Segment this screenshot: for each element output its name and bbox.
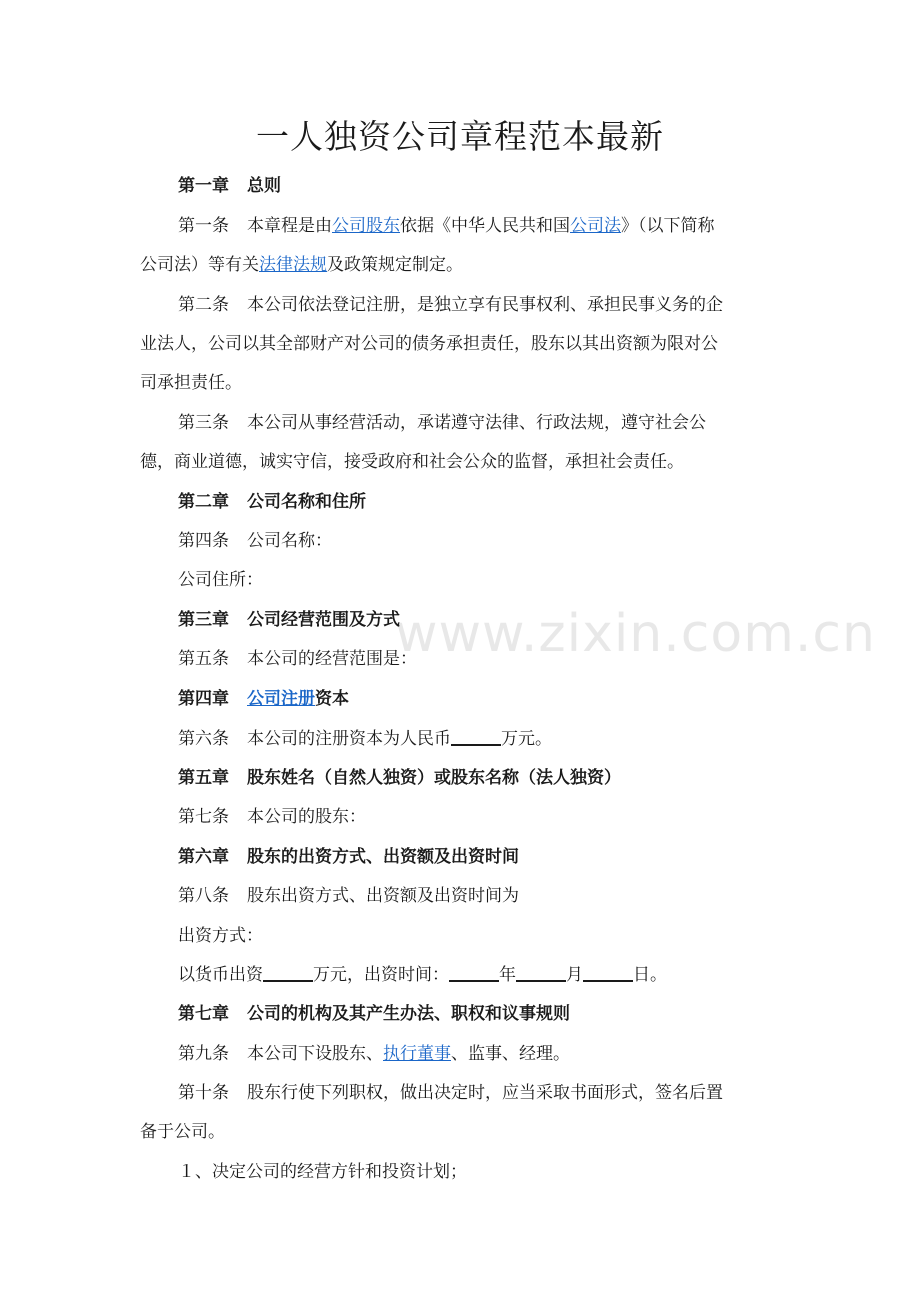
chapter-number: 第七章 bbox=[178, 1004, 229, 1024]
laws-regulations-link[interactable]: 法律法规 bbox=[259, 255, 327, 275]
article-text: 本公司的注册资本为人民币 bbox=[247, 729, 451, 749]
chapter-title: 公司的机构及其产生办法、职权和议事规则 bbox=[247, 1004, 570, 1024]
article-number: 第七条 bbox=[178, 807, 229, 827]
article-text: 本章程是由 bbox=[247, 216, 332, 236]
chapter-2-heading bbox=[178, 483, 780, 522]
article-text: 依据《中华人民共和国 bbox=[400, 216, 570, 236]
article-4 bbox=[178, 522, 780, 561]
chapter-number: 第三章 bbox=[178, 610, 229, 630]
article-text: 本公司的经营范围是： bbox=[247, 649, 417, 669]
chapter-title: 总则 bbox=[247, 176, 281, 196]
executive-director-link[interactable]: 执行董事 bbox=[383, 1044, 451, 1064]
article-text: 月 bbox=[566, 965, 583, 985]
contribution-details bbox=[178, 956, 780, 995]
chapter-number: 第二章 bbox=[178, 492, 229, 512]
article-text: 日。 bbox=[633, 965, 667, 985]
article-number: 第九条 bbox=[178, 1044, 229, 1064]
chapter-title: 公司名称和住所 bbox=[247, 492, 366, 512]
article-number: 第五条 bbox=[178, 649, 229, 669]
article-text: 》（以下简称 bbox=[621, 216, 715, 236]
article-9 bbox=[178, 1035, 780, 1074]
blank-fill-line[interactable] bbox=[263, 960, 313, 982]
article-number: 第八条 bbox=[178, 886, 229, 906]
chapter-1-heading bbox=[178, 167, 780, 206]
article-number: 第四条 bbox=[178, 531, 229, 551]
article-text: 本公司的股东： bbox=[247, 807, 366, 827]
watermark: www.zixin.com.cn bbox=[395, 604, 876, 664]
chapter-6-heading bbox=[178, 838, 780, 877]
article-text: 本公司下设股东、 bbox=[247, 1044, 383, 1064]
blank-fill-line[interactable] bbox=[449, 960, 499, 982]
article-text: 本公司从事经营活动，承诺遵守法律、行政法规，遵守社会公 bbox=[247, 413, 706, 433]
contribution-method: 出资方式： bbox=[178, 926, 263, 946]
article-text: 、监事、经理。 bbox=[451, 1044, 570, 1064]
company-address: 公司住所： bbox=[178, 570, 263, 590]
document-title: 一人独资公司章程范本最新 bbox=[256, 117, 664, 156]
article-text: 万元。 bbox=[501, 729, 552, 749]
blank-fill-line[interactable] bbox=[583, 960, 633, 982]
chapter-7-heading bbox=[178, 995, 780, 1034]
article-number: 第一条 bbox=[178, 216, 229, 236]
chapter-title: 公司经营范围及方式 bbox=[247, 610, 400, 630]
chapter-number: 第一章 bbox=[178, 176, 229, 196]
article-text: 及政策规定制定。 bbox=[327, 255, 463, 275]
article-text: 股东行使下列职权，做出决定时，应当采取书面形式，签名后置 bbox=[247, 1083, 723, 1103]
article-text: 股东出资方式、出资额及出资时间为 bbox=[247, 886, 519, 906]
article-3-line-2: 德，商业道德，诚实守信，接受政府和社会公众的监督，承担社会责任。 bbox=[140, 452, 684, 472]
article-number: 第十条 bbox=[178, 1083, 229, 1103]
article-text: 公司法）等有关 bbox=[140, 255, 259, 275]
article-text: 以货币出资 bbox=[178, 965, 263, 985]
list-item-1: １、决定公司的经营方针和投资计划； bbox=[178, 1162, 467, 1182]
chapter-title: 股东的出资方式、出资额及出资时间 bbox=[247, 847, 519, 867]
article-10-line-2: 备于公司。 bbox=[140, 1122, 225, 1142]
chapter-title: 资本 bbox=[315, 689, 349, 709]
chapter-5-heading bbox=[178, 759, 780, 798]
article-number: 第三条 bbox=[178, 413, 229, 433]
article-8 bbox=[178, 877, 780, 916]
chapter-number: 第四章 bbox=[178, 689, 229, 709]
article-5 bbox=[178, 640, 780, 679]
blank-fill-line[interactable] bbox=[516, 960, 566, 982]
company-registration-link[interactable]: 公司注册 bbox=[247, 689, 315, 709]
chapter-title: 股东姓名（自然人独资）或股东名称（法人独资） bbox=[247, 768, 621, 788]
article-10-line-1 bbox=[178, 1074, 780, 1113]
article-7 bbox=[178, 798, 780, 837]
article-6 bbox=[178, 720, 780, 759]
article-1-line-2 bbox=[140, 246, 780, 285]
chapter-number: 第六章 bbox=[178, 847, 229, 867]
article-text: 年 bbox=[499, 965, 516, 985]
chapter-number: 第五章 bbox=[178, 768, 229, 788]
article-text: 本公司依法登记注册，是独立享有民事权利、承担民事义务的企 bbox=[247, 295, 723, 315]
article-2-line-2: 业法人，公司以其全部财产对公司的债务承担责任，股东以其出资额为限对公 bbox=[140, 334, 718, 354]
company-shareholder-link[interactable]: 公司股东 bbox=[332, 216, 400, 236]
chapter-4-heading bbox=[178, 680, 780, 719]
article-number: 第六条 bbox=[178, 729, 229, 749]
article-3-line-1 bbox=[178, 404, 780, 443]
blank-fill-line[interactable] bbox=[451, 724, 501, 746]
company-law-link[interactable]: 公司法 bbox=[570, 216, 621, 236]
article-text: 公司名称： bbox=[247, 531, 332, 551]
article-text: 万元，出资时间： bbox=[313, 965, 449, 985]
article-1-line-1 bbox=[178, 207, 780, 246]
article-2-line-3: 司承担责任。 bbox=[140, 373, 242, 393]
chapter-3-heading bbox=[178, 601, 780, 640]
article-2-line-1 bbox=[178, 286, 780, 325]
article-number: 第二条 bbox=[178, 295, 229, 315]
